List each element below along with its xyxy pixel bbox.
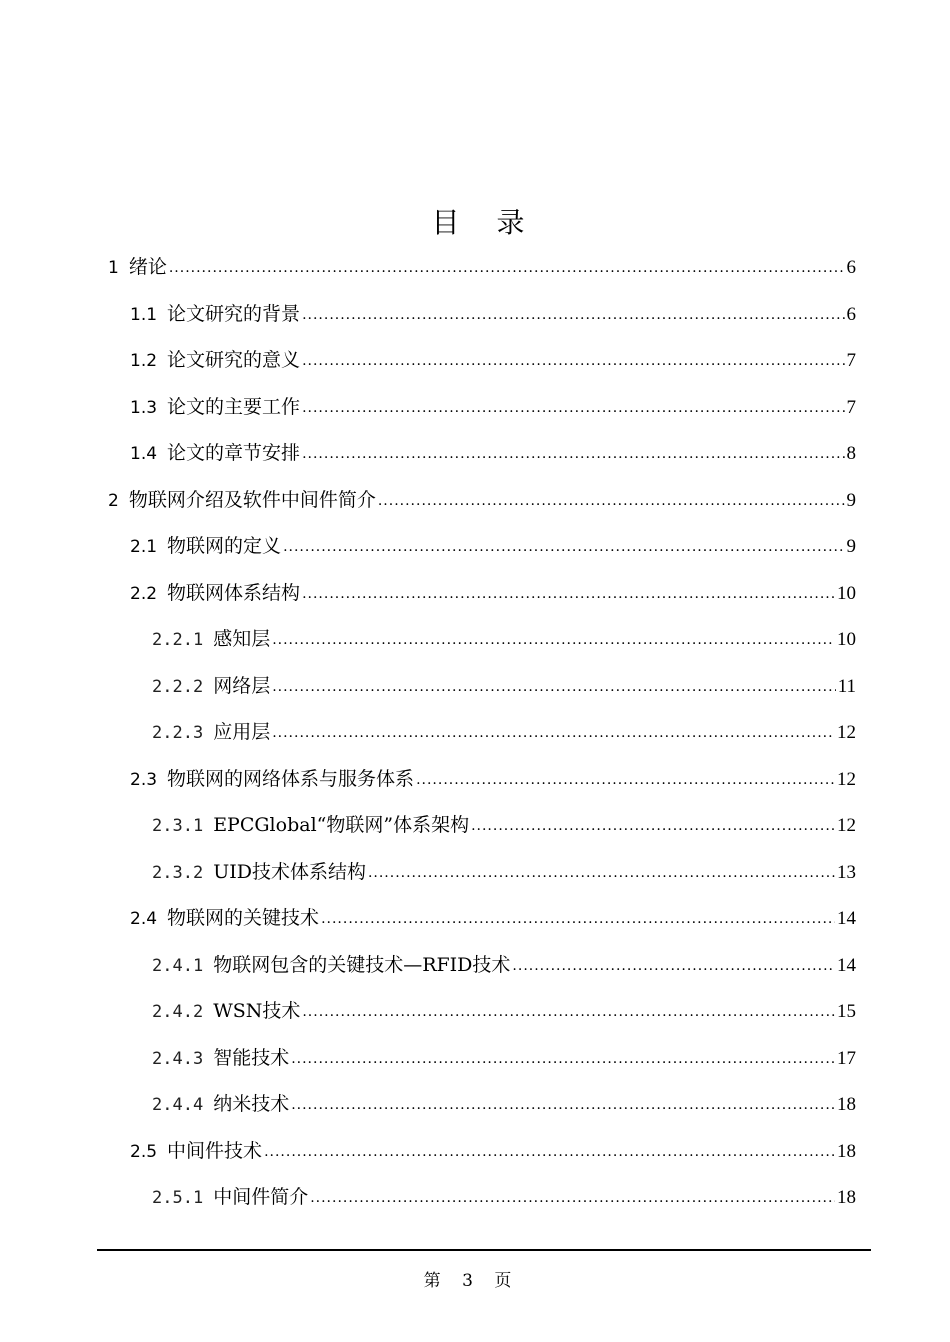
toc-dot-leader	[368, 850, 835, 897]
toc-entry-number: 2.2.2	[152, 676, 204, 697]
toc-entry[interactable]	[108, 616, 856, 663]
toc-entry-page: 17	[837, 1047, 856, 1069]
toc-dot-leader	[302, 385, 844, 432]
toc-entry-label: 论文研究的背景	[167, 302, 301, 325]
page-footer	[0, 1266, 935, 1291]
page-title: 目 录	[431, 205, 539, 239]
toc-entry-number: 2.5	[130, 1141, 158, 1162]
toc-entry[interactable]	[108, 895, 856, 942]
toc-entry-label: 中间件简介	[213, 1186, 309, 1208]
toc-dot-leader	[512, 943, 835, 990]
toc-entry-page: 6	[846, 257, 856, 278]
toc-dot-leader	[416, 757, 835, 804]
toc-entry-label: 物联网的网络体系与服务体系	[167, 767, 415, 790]
toc-entry-label: 应用层	[213, 721, 271, 743]
toc-entry-number: 2.4.4	[152, 1095, 204, 1115]
toc-entry-number: 2.4	[130, 909, 158, 929]
toc-dot-leader	[302, 571, 835, 618]
toc-entry[interactable]	[108, 430, 856, 477]
toc-entry-label: 智能技术	[213, 1046, 290, 1069]
toc-dot-leader	[291, 1036, 835, 1083]
footer-prefix: 第	[423, 1271, 441, 1291]
toc-entry[interactable]	[108, 1174, 856, 1221]
toc-dot-leader	[291, 1082, 835, 1129]
toc-dot-leader	[302, 292, 844, 339]
toc-entry-number: 2.3	[130, 769, 158, 790]
toc-dot-leader	[310, 1175, 835, 1222]
toc-entry-label: 论文的章节安排	[167, 442, 301, 464]
toc-entry[interactable]	[108, 802, 856, 849]
toc-entry[interactable]	[108, 942, 856, 989]
toc-entry-page: 18	[837, 1094, 856, 1115]
toc-dot-leader	[302, 338, 844, 385]
table-of-contents	[108, 244, 856, 1221]
toc-entry-page: 8	[846, 443, 856, 464]
toc-entry-page: 13	[837, 861, 856, 883]
toc-entry-label: 纳米技术	[213, 1093, 290, 1115]
toc-entry-number: 1	[108, 258, 119, 278]
toc-entry-number: 1.2	[130, 351, 158, 371]
toc-entry[interactable]	[108, 523, 856, 570]
toc-entry-number: 2	[108, 490, 119, 511]
toc-entry[interactable]	[108, 244, 856, 291]
footer-page-number: 3	[462, 1271, 473, 1291]
toc-entry-number: 1.4	[130, 444, 158, 464]
toc-entry-page: 14	[837, 954, 856, 976]
toc-dot-leader	[321, 896, 835, 943]
toc-entry[interactable]	[108, 663, 856, 710]
toc-dot-leader	[302, 989, 835, 1036]
toc-entry-label: EPCGlobal“物联网”体系架构	[213, 814, 470, 836]
toc-entry-page: 18	[837, 1187, 856, 1208]
toc-entry-number: 1.1	[130, 304, 158, 325]
footer-suffix: 页	[494, 1271, 512, 1291]
toc-entry-label: 物联网的关键技术	[167, 907, 320, 929]
toc-entry[interactable]	[108, 337, 856, 384]
toc-entry-label: 物联网的定义	[167, 535, 282, 557]
toc-entry-page: 9	[846, 489, 856, 511]
toc-dot-leader	[264, 1129, 835, 1176]
toc-entry-label: 论文的主要工作	[167, 395, 301, 418]
toc-dot-leader	[272, 617, 835, 664]
toc-dot-leader	[471, 803, 835, 850]
toc-entry-number: 2.1	[130, 537, 158, 557]
toc-entry-page: 12	[837, 722, 856, 743]
toc-entry-label: 物联网体系结构	[167, 581, 301, 604]
toc-entry-number: 2.4.2	[152, 1002, 204, 1022]
footer-divider	[97, 1249, 871, 1251]
toc-entry-label: 感知层	[213, 628, 271, 650]
toc-entry-label: 中间件技术	[167, 1139, 263, 1162]
toc-entry-number: 2.3.2	[152, 862, 204, 883]
toc-entry-label: 绪论	[128, 256, 167, 278]
toc-entry-page: 7	[846, 350, 856, 371]
toc-entry-number: 2.2	[130, 583, 158, 604]
toc-entry-label: 网络层	[213, 674, 271, 697]
toc-entry[interactable]	[108, 988, 856, 1035]
toc-entry-label: WSN技术	[213, 1000, 301, 1022]
toc-entry-number: 2.4.3	[152, 1048, 204, 1069]
toc-entry-page: 7	[846, 396, 856, 418]
toc-entry-page: 6	[846, 303, 856, 325]
toc-entry-number: 1.3	[130, 397, 158, 418]
toc-entry-page: 9	[846, 536, 856, 557]
toc-entry-page: 12	[837, 815, 856, 836]
toc-entry[interactable]	[108, 1081, 856, 1128]
toc-entry-number: 2.2.1	[152, 630, 204, 650]
toc-dot-leader	[378, 478, 845, 525]
toc-entry[interactable]	[108, 384, 856, 431]
toc-dot-leader	[272, 664, 836, 711]
toc-entry[interactable]	[108, 1128, 856, 1175]
toc-entry-label: 论文研究的意义	[167, 349, 301, 371]
toc-dot-leader	[272, 710, 835, 757]
toc-entry-page: 10	[837, 582, 856, 604]
toc-entry[interactable]	[108, 849, 856, 896]
toc-entry[interactable]	[108, 477, 856, 524]
toc-entry-page: 14	[837, 908, 856, 929]
toc-entry[interactable]	[108, 709, 856, 756]
toc-entry-number: 2.2.3	[152, 723, 204, 743]
toc-entry-label: 物联网包含的关键技术—RFID技术	[213, 953, 511, 976]
toc-entry[interactable]	[108, 1035, 856, 1082]
toc-entry-label: 物联网介绍及软件中间件简介	[128, 488, 376, 511]
toc-entry-number: 2.5.1	[152, 1188, 204, 1208]
toc-entry-number: 2.3.1	[152, 816, 204, 836]
toc-entry-page: 18	[837, 1140, 856, 1162]
toc-dot-leader	[302, 431, 844, 478]
toc-entry-page: 15	[837, 1001, 856, 1022]
toc-entry[interactable]	[108, 756, 856, 803]
toc-entry[interactable]	[108, 291, 856, 338]
toc-dot-leader	[283, 524, 844, 571]
toc-entry[interactable]	[108, 570, 856, 617]
toc-entry-page: 12	[837, 768, 856, 790]
toc-dot-leader	[169, 245, 845, 292]
toc-entry-label: UID技术体系结构	[213, 860, 366, 883]
toc-entry-page: 11	[837, 675, 856, 697]
toc-entry-number: 2.4.1	[152, 955, 204, 976]
toc-entry-page: 10	[837, 629, 856, 650]
